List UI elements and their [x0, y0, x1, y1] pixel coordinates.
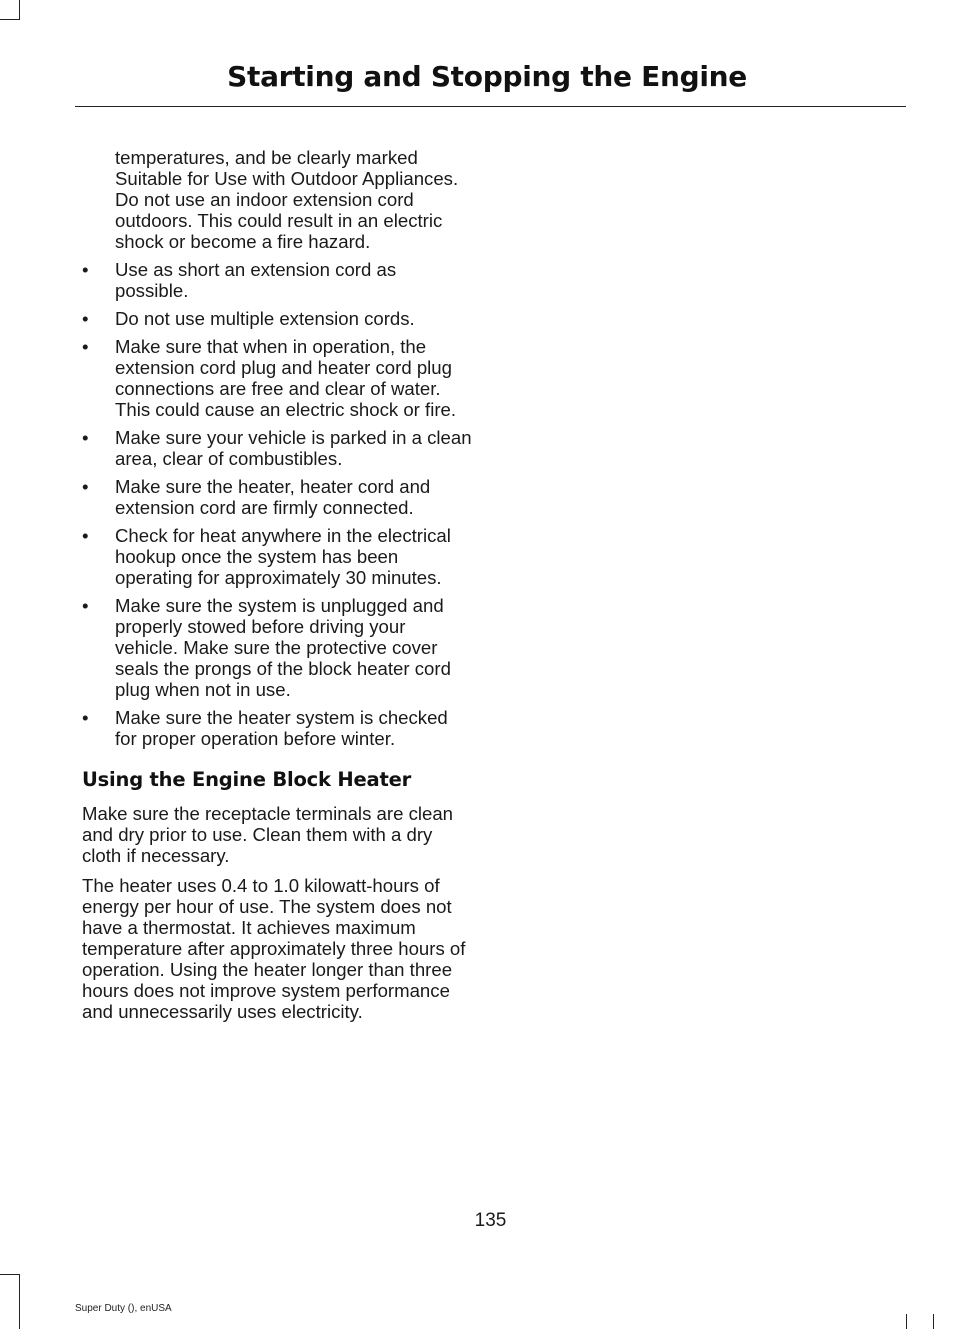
- section-heading: Using the Engine Block Heater: [82, 768, 412, 791]
- list-item: [82, 308, 472, 329]
- crop-mark-top-left-h: [0, 19, 20, 20]
- list-item: [82, 525, 472, 588]
- crop-mark-bottom-right-1: [906, 1314, 907, 1329]
- list-item: [82, 336, 472, 420]
- footer-doc-id: Super Duty (), enUSA: [75, 1303, 172, 1314]
- main-column: [82, 147, 472, 1031]
- list-item-text: Check for heat anywhere in the electrical hookup once the system has been operating for approximately 30 minutes.: [115, 525, 451, 588]
- page-title: Starting and Stopping the Engine: [227, 60, 747, 93]
- list-item: [82, 707, 472, 749]
- bullet-icon: •: [82, 336, 89, 357]
- list-item-text: Do not use multiple extension cords.: [115, 308, 415, 329]
- page-number: 135: [474, 1210, 507, 1231]
- list-item: [82, 595, 472, 700]
- bullet-icon: •: [82, 259, 89, 280]
- crop-mark-top-left-v: [19, 0, 20, 19]
- bullet-icon: •: [82, 427, 89, 448]
- body-paragraph: The heater uses 0.4 to 1.0 kilowatt-hours of energy per hour of use. The system does not have a thermostat. It achieves maximum temperature after approximately three hours of operation. Using the heater longer than three hours does not improve system performance and unnecessarily uses electricity.: [82, 875, 466, 1022]
- crop-mark-bottom-left-v: [19, 1274, 20, 1329]
- list-item-text: Make sure the heater system is checked for proper operation before winter.: [115, 707, 448, 749]
- bullet-list: [82, 259, 472, 749]
- continued-paragraph: temperatures, and be clearly marked Suitable for Use with Outdoor Appliances. Do not use an indoor extension cord outdoors. This could result in an electric shock or become a fire hazard.: [115, 147, 459, 252]
- crop-mark-bottom-right-2: [933, 1314, 934, 1329]
- body-paragraph: Make sure the receptacle terminals are clean and dry prior to use. Clean them with a dry cloth if necessary.: [82, 803, 454, 866]
- list-item: [82, 259, 472, 301]
- title-divider: [75, 106, 906, 107]
- list-item-text: Make sure your vehicle is parked in a clean area, clear of combustibles.: [115, 427, 472, 469]
- list-item-text: Make sure the heater, heater cord and extension cord are firmly connected.: [115, 476, 431, 518]
- bullet-icon: •: [82, 476, 89, 497]
- crop-mark-bottom-left-h: [0, 1274, 20, 1275]
- bullet-icon: •: [82, 595, 89, 616]
- list-item-text: Make sure the system is unplugged and properly stowed before driving your vehicle. Make sure the protective cover seals the prongs of the block heater cord plug when not in use.: [115, 595, 451, 700]
- list-item-text: Make sure that when in operation, the extension cord plug and heater cord plug connections are free and clear of water. This could cause an electric shock or fire.: [115, 336, 457, 420]
- list-item: [82, 476, 472, 518]
- bullet-icon: •: [82, 525, 89, 546]
- list-item-text: Use as short an extension cord as possible.: [115, 259, 397, 301]
- bullet-icon: •: [82, 707, 89, 728]
- bullet-icon: •: [82, 308, 89, 329]
- list-item: [82, 427, 472, 469]
